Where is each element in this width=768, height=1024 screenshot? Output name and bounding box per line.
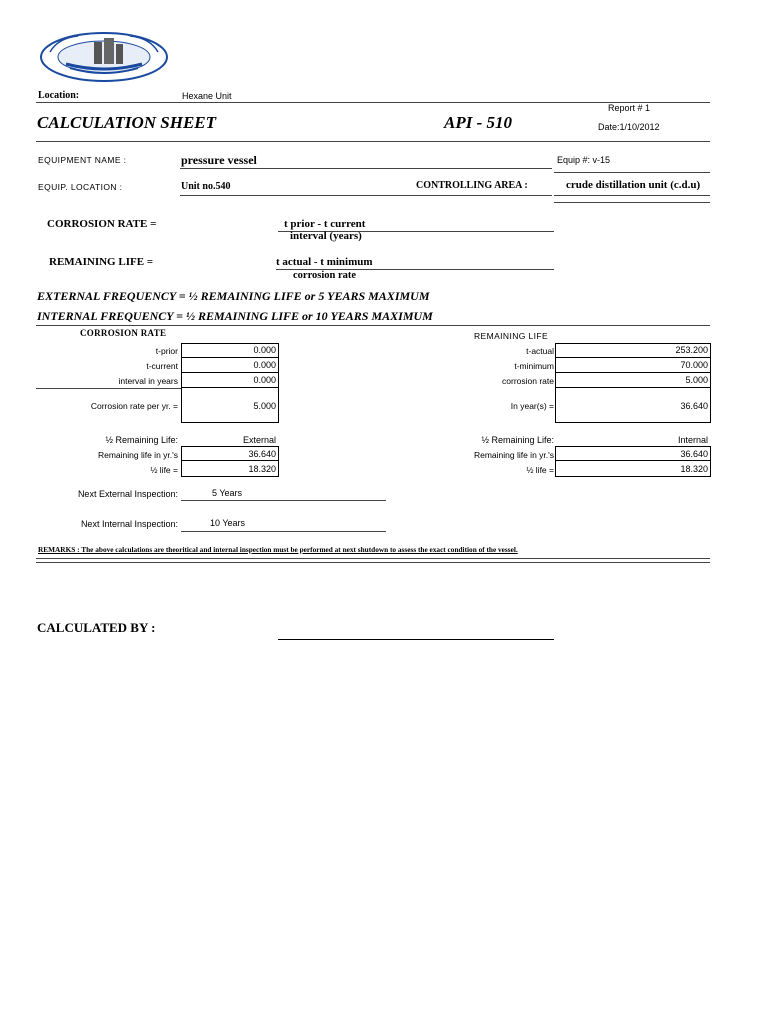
controlling-area-value: crude distillation unit (c.d.u) [566, 179, 701, 191]
report-date: Date:1/10/2012 [598, 122, 660, 132]
remarks: REMARKS : The above calculations are theoritical and internal inspection must be performed at next shutdown to assess the exact condition of the vessel. [38, 545, 518, 554]
company-logo [38, 30, 170, 84]
interval-label: interval in years [118, 376, 178, 386]
half-life-external-label: ½ Remaining Life: [105, 435, 178, 445]
remaining-life-value-right: 36.640 [680, 449, 708, 459]
rate-value: 5.000 [685, 375, 708, 385]
corrosion-rate-heading: CORROSION RATE [80, 328, 167, 338]
controlling-area-label: CONTROLLING AREA : [416, 180, 528, 191]
t-current-label: t-current [146, 361, 178, 371]
internal-type: Internal [677, 435, 708, 445]
corrosion-rate-input-label: corrosion rate [502, 376, 554, 386]
corrosion-rate-value: 5.000 [253, 401, 276, 411]
location-value: Hexane Unit [182, 91, 232, 101]
equip-location-value: Unit no.540 [181, 181, 231, 192]
half-life-label-right: ½ life = [526, 465, 554, 475]
half-life-value-right: 18.320 [680, 464, 708, 474]
page-title: CALCULATION SHEET [37, 113, 217, 132]
report-number: Report # 1 [608, 103, 651, 113]
remaining-numerator: t actual - t minimum [276, 256, 373, 268]
corrosion-denominator: interval (years) [290, 230, 362, 242]
equipment-name-label: EQUIPMENT NAME : [38, 155, 127, 165]
internal-frequency: INTERNAL FREQUENCY = ½ REMAINING LIFE or 10 YEARS MAXIMUM [37, 309, 433, 323]
calculated-by-label: CALCULATED BY : [37, 620, 156, 635]
half-life-internal-label: ½ Remaining Life: [481, 435, 554, 445]
corrosion-rate-formula-label: CORROSION RATE = [47, 218, 157, 230]
equipment-name-value: pressure vessel [181, 153, 257, 167]
remaining-life-value-left: 36.640 [248, 449, 276, 459]
equip-number: Equip #: v-15 [557, 155, 611, 165]
t-actual-label: t-actual [526, 346, 554, 356]
corrosion-rate-per-yr-label: Corrosion rate per yr. = [90, 401, 178, 411]
t-current-value: 0.000 [253, 360, 276, 370]
next-external-value: 5 Years [212, 488, 243, 498]
next-external-label: Next External Inspection: [77, 489, 178, 499]
remaining-denominator: corrosion rate [293, 270, 357, 281]
t-actual-value: 253.200 [675, 345, 708, 355]
t-prior-value: 0.000 [253, 345, 276, 355]
external-frequency: EXTERNAL FREQUENCY = ½ REMAINING LIFE or 5 YEARS MAXIMUM [37, 289, 430, 303]
next-internal-label: Next Internal Inspection: [80, 519, 178, 529]
remaining-life-formula-label: REMAINING LIFE = [49, 256, 154, 268]
years-value: 36.640 [680, 401, 708, 411]
external-type: External [242, 435, 276, 445]
remaining-life-yrs-label-left: Remaining life in yr.'s [97, 450, 178, 460]
corrosion-numerator: t prior - t current [284, 218, 366, 230]
api-standard: API - 510 [444, 113, 512, 132]
half-life-label-left: ½ life = [150, 465, 178, 475]
t-minimum-value: 70.000 [680, 360, 708, 370]
half-life-value-left: 18.320 [248, 464, 276, 474]
location-label: Location: [38, 90, 80, 101]
in-years-label: In year(s) = [510, 401, 554, 411]
next-internal-value: 10 Years [210, 518, 246, 528]
remaining-life-heading: REMAINING LIFE [474, 331, 549, 341]
t-minimum-label: t-minimum [514, 361, 554, 371]
t-prior-label: t-prior [155, 346, 178, 356]
equip-location-label: EQUIP. LOCATION : [38, 182, 123, 192]
interval-value: 0.000 [253, 375, 276, 385]
remaining-life-yrs-label-right: Remaining life in yr.'s [473, 450, 554, 460]
